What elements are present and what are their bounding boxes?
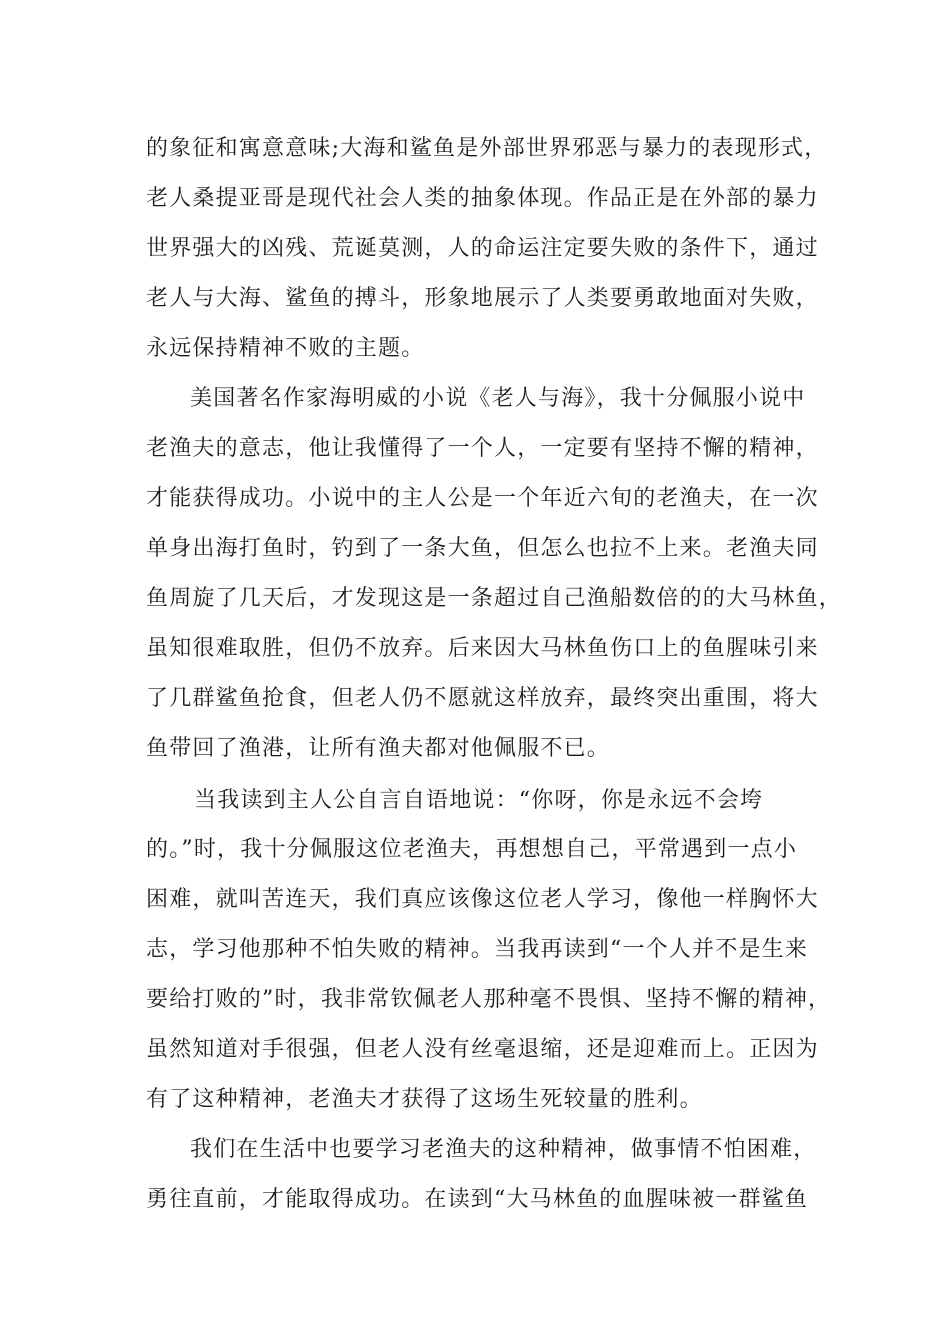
paragraph-first-line: 美国著名作家海明威的小说《老人与海》，我十分佩服小说中 xyxy=(190,386,806,411)
text-line: 了几群鲨鱼抢食，但老人仍不愿就这样放弃，最终突出重围，将大 xyxy=(146,686,819,711)
text-line: 虽然知道对手很强，但老人没有丝毫退缩，还是迎难而上。正因为 xyxy=(146,1037,819,1062)
text-line: 有了这种精神，老渔夫才获得了这场生死较量的胜利。 xyxy=(146,1087,703,1112)
text-line: 的。”时，我十分佩服这位老渔夫，再想想自己，平常遇到一点小 xyxy=(146,837,798,862)
text-line: 鱼带回了渔港，让所有渔夫都对他佩服不已。 xyxy=(146,736,611,761)
text-line: 老人与大海、鲨鱼的搏斗，形象地展示了人类要勇敢地面对失败， xyxy=(146,286,819,311)
text-line: 老人桑提亚哥是现代社会人类的抽象体现。作品正是在外部的暴力 xyxy=(146,186,819,211)
text-line: 世界强大的凶残、荒诞莫测，人的命运注定要失败的条件下，通过 xyxy=(146,236,819,261)
text-line: 志，学习他那种不怕失败的精神。当我再读到“一个人并不是生来 xyxy=(146,937,809,962)
text-line: 永远保持精神不败的主题。 xyxy=(146,336,425,361)
text-line: 要给打败的”时，我非常钦佩老人那种毫不畏惧、坚持不懈的精神， xyxy=(146,987,832,1012)
text-line: 勇往直前，才能取得成功。在读到“大马林鱼的血腥味被一群鲨鱼 xyxy=(146,1187,809,1212)
text-line: 才能获得成功。小说中的主人公是一个年近六旬的老渔夫，在一次 xyxy=(146,486,819,511)
text-line: 单身出海打鱼时，钓到了一条大鱼，但怎么也拉不上来。老渔夫同 xyxy=(146,536,819,561)
text-line: 虽知很难取胜，但仍不放弃。后来因大马林鱼伤口上的鱼腥味引来 xyxy=(146,636,819,661)
text-line: 的象征和寓意意味;大海和鲨鱼是外部世界邪恶与暴力的表现形式， xyxy=(146,136,828,161)
text-line: 困难，就叫苦连天，我们真应该像这位老人学习，像他一样胸怀大 xyxy=(146,887,819,912)
paragraph-first-line: 我们在生活中也要学习老渔夫的这种精神，做事情不怕困难， xyxy=(190,1137,817,1162)
text-line: 鱼周旋了几天后，才发现这是一条超过自己渔船数倍的的大马林鱼， xyxy=(146,586,843,611)
paragraph-first-line: 当我读到主人公自言自语地说：“你呀，你是永远不会垮 xyxy=(194,788,764,813)
text-line: 老渔夫的意志，他让我懂得了一个人，一定要有坚持不懈的精神， xyxy=(146,436,819,461)
